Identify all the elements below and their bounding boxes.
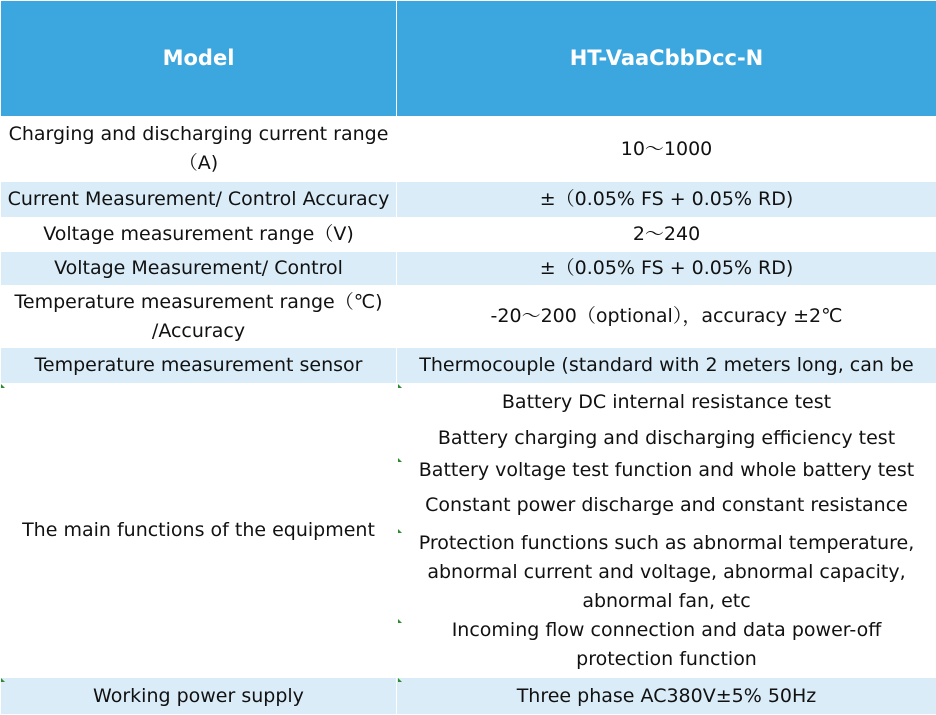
header-label: Model	[1, 1, 397, 117]
row-label: Temperature measurement sensor	[1, 348, 397, 384]
row-label: Voltage measurement range（V)	[1, 218, 397, 252]
row-label: Working power supply	[1, 678, 397, 715]
row-value: 10～1000	[397, 117, 936, 182]
function-item: Protection functions such as abnormal temperature, abnormal current and voltage, abnormal capacity, abnormal fan, etc	[401, 529, 932, 616]
row-temperature-range	[1, 286, 936, 348]
row-label: The main functions of the equipment	[1, 384, 397, 678]
row-current-range	[1, 117, 936, 182]
cell-marker-icon	[398, 458, 402, 462]
cell-marker-icon	[398, 678, 402, 682]
row-value: 2～240	[397, 218, 936, 252]
row-main-functions	[1, 384, 936, 678]
row-label: Current Measurement/ Control Accuracy	[1, 182, 397, 218]
cell-marker-icon	[1, 678, 5, 682]
functions-list	[401, 388, 932, 674]
function-item: Battery DC internal resistance test	[401, 388, 932, 417]
function-item: Battery voltage test function and whole battery test	[401, 456, 932, 482]
header-row	[1, 1, 936, 117]
row-voltage-control	[1, 252, 936, 286]
cell-marker-icon	[398, 529, 402, 533]
function-item: Incoming flow connection and data power-off protection function	[401, 616, 932, 674]
row-value: ±（0.05% FS + 0.05% RD)	[397, 182, 936, 218]
row-label: Temperature measurement range（℃) /Accuracy	[1, 286, 397, 348]
row-label: Charging and discharging current range（A)	[1, 117, 397, 182]
cell-marker-icon	[398, 384, 402, 388]
functions-cell	[397, 384, 936, 678]
row-voltage-range	[1, 218, 936, 252]
row-value: ±（0.05% FS + 0.05% RD)	[397, 252, 936, 286]
row-label	[1, 252, 397, 286]
row-value-text: Thermocouple (standard with 2 meters long, can be	[401, 351, 932, 380]
row-value: Three phase AC380V±5% 50Hz	[397, 678, 936, 715]
header-model-value: HT-VaaCbbDcc-N	[397, 1, 936, 117]
function-item: Battery charging and discharging efficiency test	[401, 424, 932, 453]
row-value: -20～200（optional），accuracy ±2℃	[397, 286, 936, 348]
row-label-text: Voltage Measurement/ Control	[5, 254, 392, 283]
row-power-supply	[1, 678, 936, 715]
row-temperature-sensor	[1, 348, 936, 384]
cell-marker-icon	[1, 384, 5, 388]
row-current-accuracy	[1, 182, 936, 218]
function-item: Constant power discharge and constant resistance	[401, 491, 932, 517]
cell-marker-icon	[398, 619, 402, 623]
row-value	[397, 348, 936, 384]
